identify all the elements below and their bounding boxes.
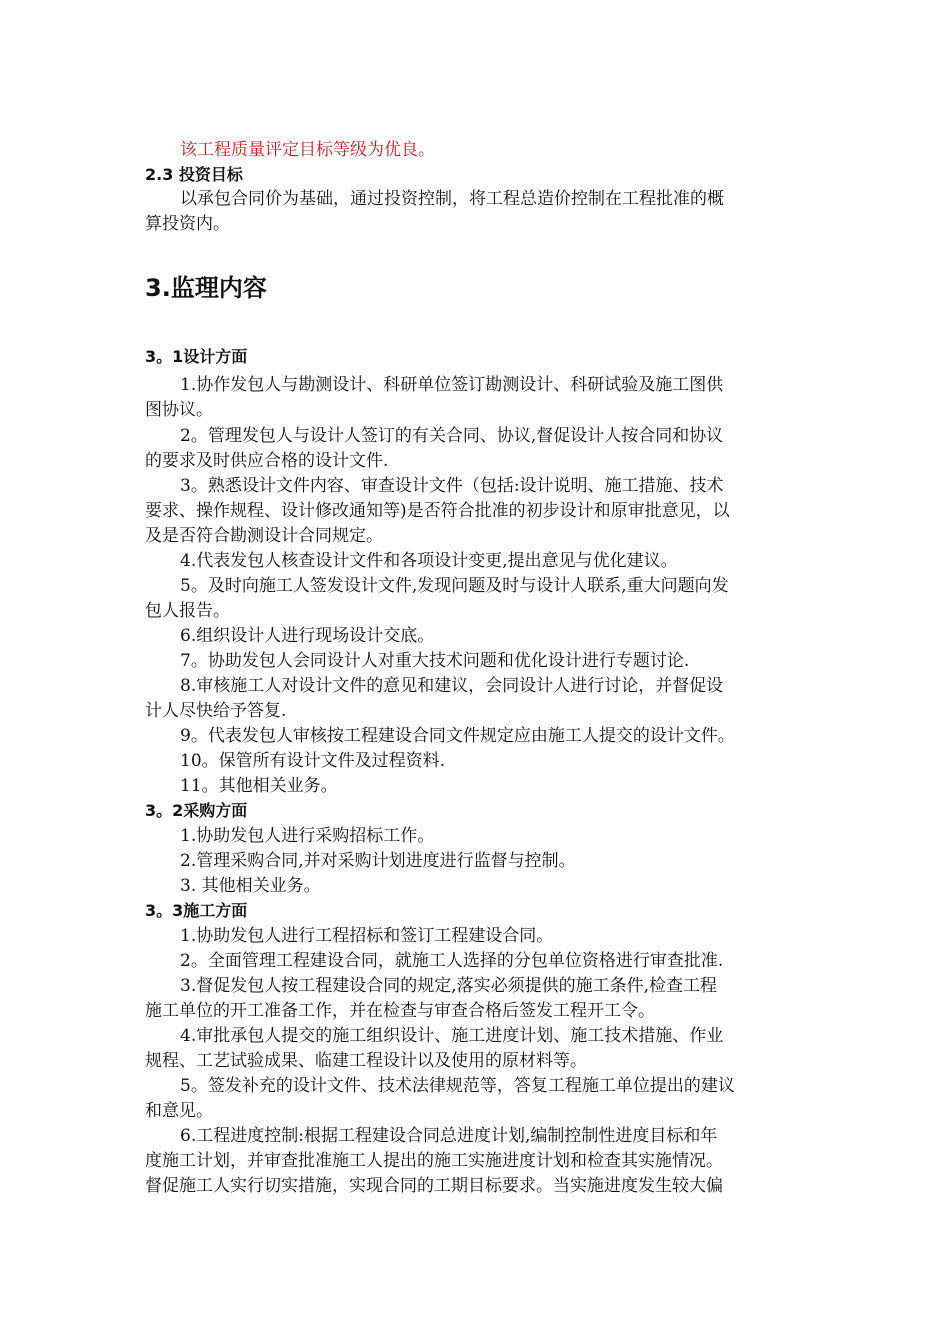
paragraph-line: 3. 其他相关业务。 (180, 876, 321, 896)
paragraph-line: 2。管理发包人与设计人签订的有关合同、协议,督促设计人按合同和协议 (180, 426, 724, 446)
paragraph-line: 2。全面管理工程建设合同，就施工人选择的分包单位资格进行审查批准. (180, 951, 724, 971)
paragraph-line: 要求、操作规程、设计修改通知等)是否符合批准的初步设计和原审批意见，以 (145, 501, 730, 521)
paragraph-line: 8.审核施工人对设计文件的意见和建议，会同设计人进行讨论，并督促设 (180, 676, 724, 696)
paragraph-line: 以承包合同价为基础，通过投资控制，将工程总造价控制在工程批准的概 (180, 189, 724, 209)
paragraph-line: 1.协助发包人进行工程招标和签订工程建设合同。 (180, 926, 554, 946)
paragraph-line: 计人尽快给予答复. (145, 701, 287, 721)
paragraph-line: 的要求及时供应合格的设计文件. (145, 451, 389, 471)
subheading-3-3: 3。3施工方面 (145, 901, 248, 920)
paragraph-line: 5。签发补充的设计文件、技术法律规范等，答复工程施工单位提出的建议 (180, 1076, 735, 1096)
paragraph-line: 10。保管所有设计文件及过程资料. (180, 751, 446, 771)
paragraph-line: 度施工计划，并审查批准施工人提出的施工实施进度计划和检查其实施情况。 (145, 1151, 723, 1171)
subheading-3-1: 3。1设计方面 (145, 347, 248, 366)
paragraph-line: 及是否符合勘测设计合同规定。 (145, 526, 383, 546)
paragraph-line: 5。及时向施工人签发设计文件,发现问题及时与设计人联系,重大问题向发 (180, 576, 729, 596)
paragraph-line: 督促施工人实行切实措施，实现合同的工期目标要求。当实施进度发生较大偏 (145, 1176, 723, 1196)
paragraph-line: 6.组织设计人进行现场设计交底。 (180, 626, 435, 646)
paragraph-line: 4.代表发包人核查设计文件和各项设计变更,提出意见与优化建议。 (180, 551, 678, 571)
paragraph-line: 包人报告。 (145, 601, 230, 621)
quality-goal-line: 该工程质量评定目标等级为优良。 (180, 140, 435, 160)
subheading-2-3: 2.3 投资目标 (145, 165, 243, 184)
paragraph-line: 3.督促发包人按工程建设合同的规定,落实必须提供的施工条件,检查工程 (180, 976, 718, 996)
paragraph-line: 算投资内。 (145, 214, 230, 234)
paragraph-line: 图协议。 (145, 400, 213, 420)
subheading-3-2: 3。2采购方面 (145, 801, 248, 820)
paragraph-line: 11。其他相关业务。 (180, 776, 338, 796)
paragraph-line: 7。协助发包人会同设计人对重大技术问题和优化设计进行专题讨论. (180, 651, 690, 671)
paragraph-line: 1.协助发包人进行采购招标工作。 (180, 826, 435, 846)
paragraph-line: 9。代表发包人审核按工程建设合同文件规定应由施工人提交的设计文件。 (180, 726, 735, 746)
paragraph-line: 规程、工艺试验成果、临建工程设计以及使用的原材料等。 (145, 1051, 587, 1071)
paragraph-line: 1.协作发包人与勘测设计、科研单位签订勘测设计、科研试验及施工图供 (180, 375, 724, 395)
paragraph-line: 6.工程进度控制:根据工程建设合同总进度计划,编制控制性进度目标和年 (180, 1126, 718, 1146)
section-heading-3: 3.监理内容 (145, 274, 267, 302)
paragraph-line: 2.管理采购合同,并对采购计划进度进行监督与控制。 (180, 851, 576, 871)
paragraph-line: 和意见。 (145, 1101, 213, 1121)
paragraph-line: 3。熟悉设计文件内容、审查设计文件（包括:设计说明、施工措施、技术 (180, 476, 724, 496)
paragraph-line: 4.审批承包人提交的施工组织设计、施工进度计划、施工技术措施、作业 (180, 1026, 724, 1046)
paragraph-line: 施工单位的开工准备工作，并在检查与审查合格后签发工程开工令。 (145, 1001, 655, 1021)
